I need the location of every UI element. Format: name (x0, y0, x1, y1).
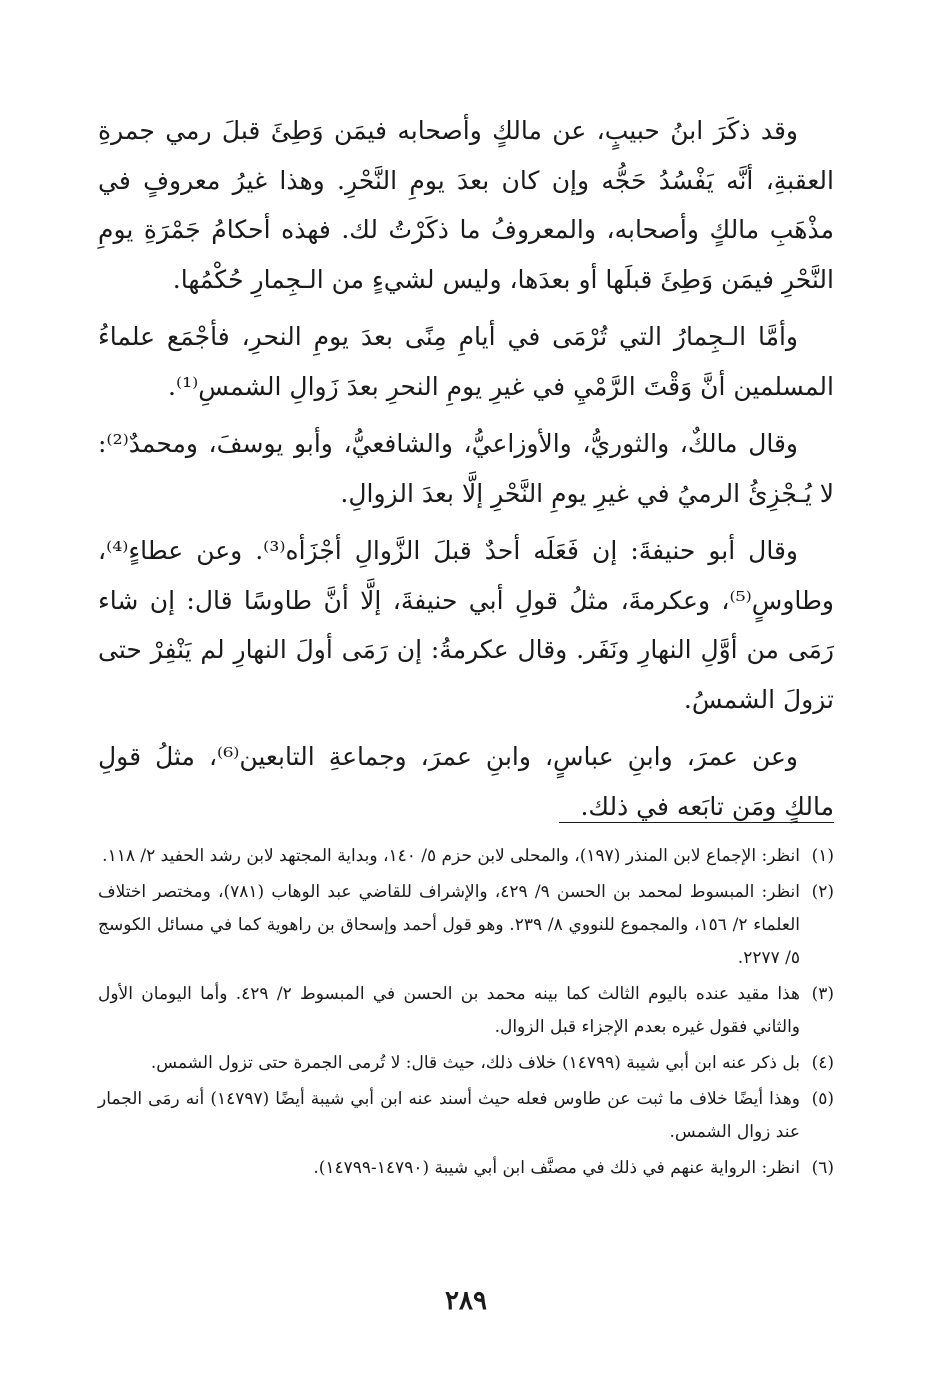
footnote-text: بل ذكر عنه ابن أبي شيبة (١٤٧٩٩) خلاف ذلك، حيث قال: لا تُرمى الجمرة حتى تزول الشمس. (150, 1053, 800, 1073)
paragraph-2: وأمَّا الـجِمارُ التي تُرْمَى في أيامِ مِنًى بعدَ يومِ النحرِ، فأجْمَع علماءُ المسلمين أنَّ وَقْتَ الرَّمْيِ في غيرِ يومِ النحرِ بعدَ زَوالِ الشمسِ⁽¹⁾. (98, 322, 834, 401)
paragraph-1: وقد ذكَرَ ابنُ حبيبٍ، عن مالكٍ وأصحابه فيمَن وَطِئَ قبلَ رمي جمرةِ العقبةِ، أنَّه يَفْسُدُ حَجُّه وإن كان بعدَ يومِ النَّحْرِ. وهذا غيرُ معروفٍ في مذْهَبِ مالكٍ وأصحابه، والمعروفُ ما ذكَرْتُ لك. فهذه أحكامُ جَمْرَةِ يومِ النَّحْرِ فيمَن وَطِئَ قبلَها أو بعدَها، وليس لشيءٍ من الـجِمارِ حُكْمُها. (98, 116, 834, 294)
footnote-number: (٣) (811, 984, 834, 1004)
footnote-3 (98, 978, 834, 1044)
footnote-text: وهذا أيضًا خلاف ما ثبت عن طاوس فعله حيث أسند عنه ابن أبي شيبة أيضًا (١٤٧٩٧) أنه رمَى الجمار عند زوال الشمس. (98, 1089, 800, 1142)
footnote-text: انظر: المبسوط لمحمد بن الحسن ٩/ ٤٢٩، والإشراف للقاضي عبد الوهاب (٧٨١)، ومختصر اختلاف العلماء ٢/ ١٥٦، والمجموع للنووي ٨/ ٢٣٩. وهو قول أحمد وإسحاق بن راهوية كما في مسائل الكوسج ٥/ ٢٢٧٧. (98, 882, 800, 968)
footnote-separator (559, 822, 834, 823)
page-number: ٢٨٩ (445, 1286, 487, 1316)
footnote-6 (98, 1152, 834, 1185)
footnote-text: انظر: الرواية عنهم في ذلك في مصنَّف ابن أبي شيبة (١٤٧٩٠-١٤٧٩٩). (313, 1158, 800, 1178)
footnote-5 (98, 1083, 834, 1149)
footnote-number: (٤) (811, 1053, 834, 1073)
footnote-number: (٥) (811, 1089, 834, 1109)
paragraph-3: وقال مالكٌ، والثوريُّ، والأوزاعيُّ، والشافعيُّ، وأبو يوسفَ، ومحمدٌ⁽²⁾: لا يُـجْزِئُ الرميُ في غيرِ يومِ النَّحْرِ إلَّا بعدَ الزوالِ. (98, 429, 834, 508)
footnote-text: هذا مقيد عنده باليوم الثالث كما بينه محمد بن الحسن في المبسوط ٢/ ٤٢٩. وأما اليومان الأول والثاني فقول غيره بعدم الإجزاء قبل الزوال. (98, 984, 800, 1037)
footnote-2 (98, 876, 834, 975)
footnote-text: انظر: الإجماع لابن المنذر (١٩٧)، والمحلى لابن حزم ٥/ ١٤٠، وبداية المجتهد لابن رشد الحفيد ٢/ ١١٨. (102, 846, 800, 866)
footnote-number: (٦) (811, 1158, 834, 1178)
paragraph-5: وعن عمرَ، وابنِ عباسٍ، وابنِ عمرَ، وجماعةِ التابعين⁽⁶⁾، مثلُ قولِ مالكٍ ومَن تابَعه في ذلك. (98, 742, 834, 821)
footnote-4 (98, 1047, 834, 1080)
footnote-number: (٢) (811, 882, 834, 902)
footnote-number: (١) (811, 846, 834, 866)
main-text (98, 106, 834, 839)
footnote-1 (98, 840, 834, 873)
paragraph-4: وقال أبو حنيفةَ: إن فَعَلَه أحدٌ قبلَ الزَّوالِ أجْزَأه⁽³⁾. وعن عطاءٍ⁽⁴⁾، وطاوسٍ⁽⁵⁾، وعكرمةَ، مثلُ قولِ أبي حنيفةَ، إلَّا أنَّ طاوسًا قال: إن شاء رَمَى من أوَّلِ النهارِ ونَفَر. وقال عكرمةُ: إن رَمَى أولَ النهارِ لم يَنْفِرْ حتى تزولَ الشمسُ. (98, 536, 834, 714)
footnotes (98, 840, 834, 1188)
